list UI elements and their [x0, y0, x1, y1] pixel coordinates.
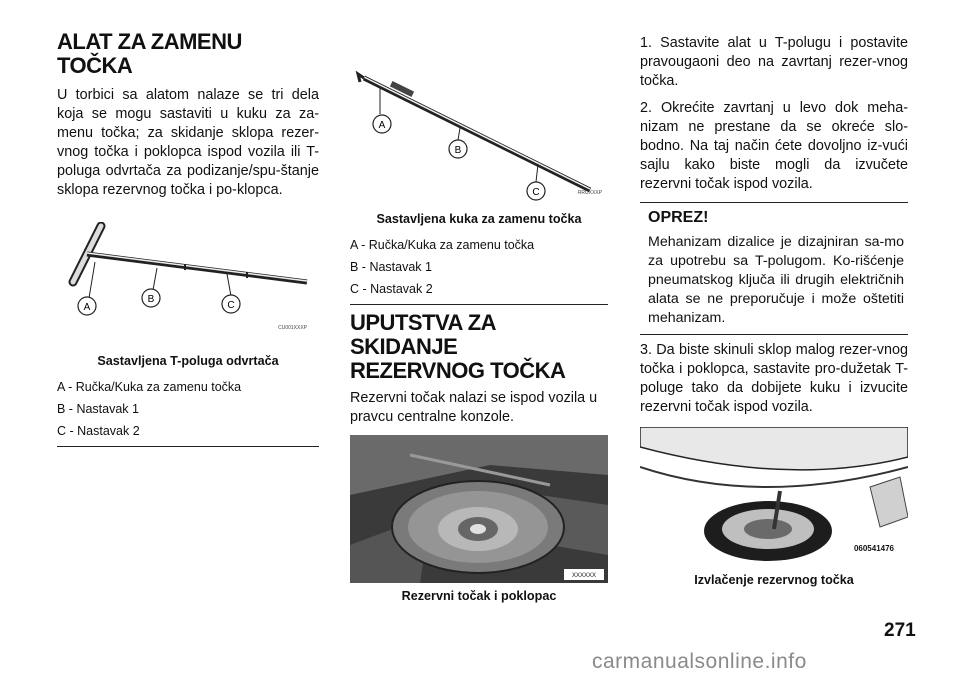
- t-bar-illustration: [57, 222, 319, 348]
- legend-b: B - Nastavak 1: [350, 260, 432, 274]
- legend-a: A - Ručka/Kuka za zamenu točka: [57, 380, 242, 394]
- hook-illustration: [350, 70, 608, 210]
- section-heading-tool: ALAT ZA ZAMENU TOČKA: [57, 29, 242, 78]
- photo-code: XXXXXX: [571, 573, 597, 579]
- label-a: A: [83, 302, 91, 313]
- figure-caption: Sastavljena T-poluga odvrtača: [97, 354, 279, 368]
- t-bar-drawing: [57, 222, 319, 348]
- tool-intro-text: U torbici sa alatom nalaze se tri dela koja se mogu sastaviti u kuku za za-menu točka; za skidanje sklopa rezer-vnog točka i poklopca ispod vozila ili T-poluga odvrtača za podizanje/spu-štanje sklopa rezervnog točka i po-klopca.: [57, 87, 319, 198]
- step-3: 3. Da biste skinuli sklop malog rezer-vnog točka i poklopca, sastavite pro-dužetak T-poluge tako da dobijete kuku i izvucite rezervni točak ispod vozila.: [640, 342, 908, 415]
- label-c: C: [227, 300, 235, 311]
- divider: [350, 304, 608, 305]
- label-a: A: [378, 120, 386, 131]
- heading-line-1: UPUTSTVA ZA SKIDANJE: [350, 310, 496, 359]
- column-1: [57, 30, 319, 447]
- spare-removal-photo: [640, 427, 908, 567]
- step-1: 1. Sastavite alat u T-polugu i postavite pravougaoni deo na zavrtanj rezer-vnog točka.: [640, 35, 908, 89]
- figure-code: CU001XXXP: [278, 325, 307, 331]
- column-3: [640, 30, 908, 595]
- warning-title: OPREZ!: [648, 209, 709, 226]
- spare-wheel-image: [350, 435, 608, 583]
- spare-wheel-photo: [350, 435, 608, 583]
- photo-caption: Izvlačenje rezervnog točka: [694, 573, 854, 587]
- step-2: 2. Okrećite zavrtanj u levo dok meha-nizam ne prestane da se okreće slo-bodno. Na taj način ćete dovoljno iz-vući sajlu kako biste mogli da izvučete rezervni točak ispod vozila.: [640, 100, 908, 192]
- section-heading-removal: [350, 311, 608, 383]
- legend-c: C - Nastavak 2: [57, 424, 140, 438]
- heading-line-2: REZERVNOG TOČKA: [350, 358, 566, 383]
- removal-text: Rezervni točak nalazi se ispod vozila u pravcu centralne konzole.: [350, 390, 598, 425]
- legend-b: B - Nastavak 1: [57, 402, 139, 416]
- label-b: B: [454, 145, 462, 156]
- legend-a: A - Ručka/Kuka za zamenu točka: [350, 238, 535, 252]
- page-number: 271: [884, 620, 916, 641]
- divider: [57, 446, 319, 447]
- label-c: C: [532, 187, 540, 198]
- warning-text: Mehanizam dizalice je dizajniran sa-mo za upotrebu sa T-polugom. Ko-rišćenje pneumatskog ključa ili drugih električnih alata se ne preporučuje i može oštetiti mehanizam.: [648, 234, 904, 326]
- photo-caption: Rezervni točak i poklopac: [401, 589, 557, 603]
- legend-c: C - Nastavak 2: [350, 282, 433, 296]
- figure-code: RRUXXXP: [577, 190, 602, 196]
- watermark: carmanualsonline.info: [592, 650, 807, 673]
- warning-box: [640, 202, 908, 335]
- hook-drawing: [350, 70, 608, 210]
- spare-removal-image: [640, 427, 908, 567]
- photo-code: 060541476: [853, 544, 894, 553]
- label-b: B: [147, 294, 155, 305]
- column-2: [350, 30, 608, 611]
- figure-caption: Sastavljena kuka za zamenu točka: [376, 212, 582, 226]
